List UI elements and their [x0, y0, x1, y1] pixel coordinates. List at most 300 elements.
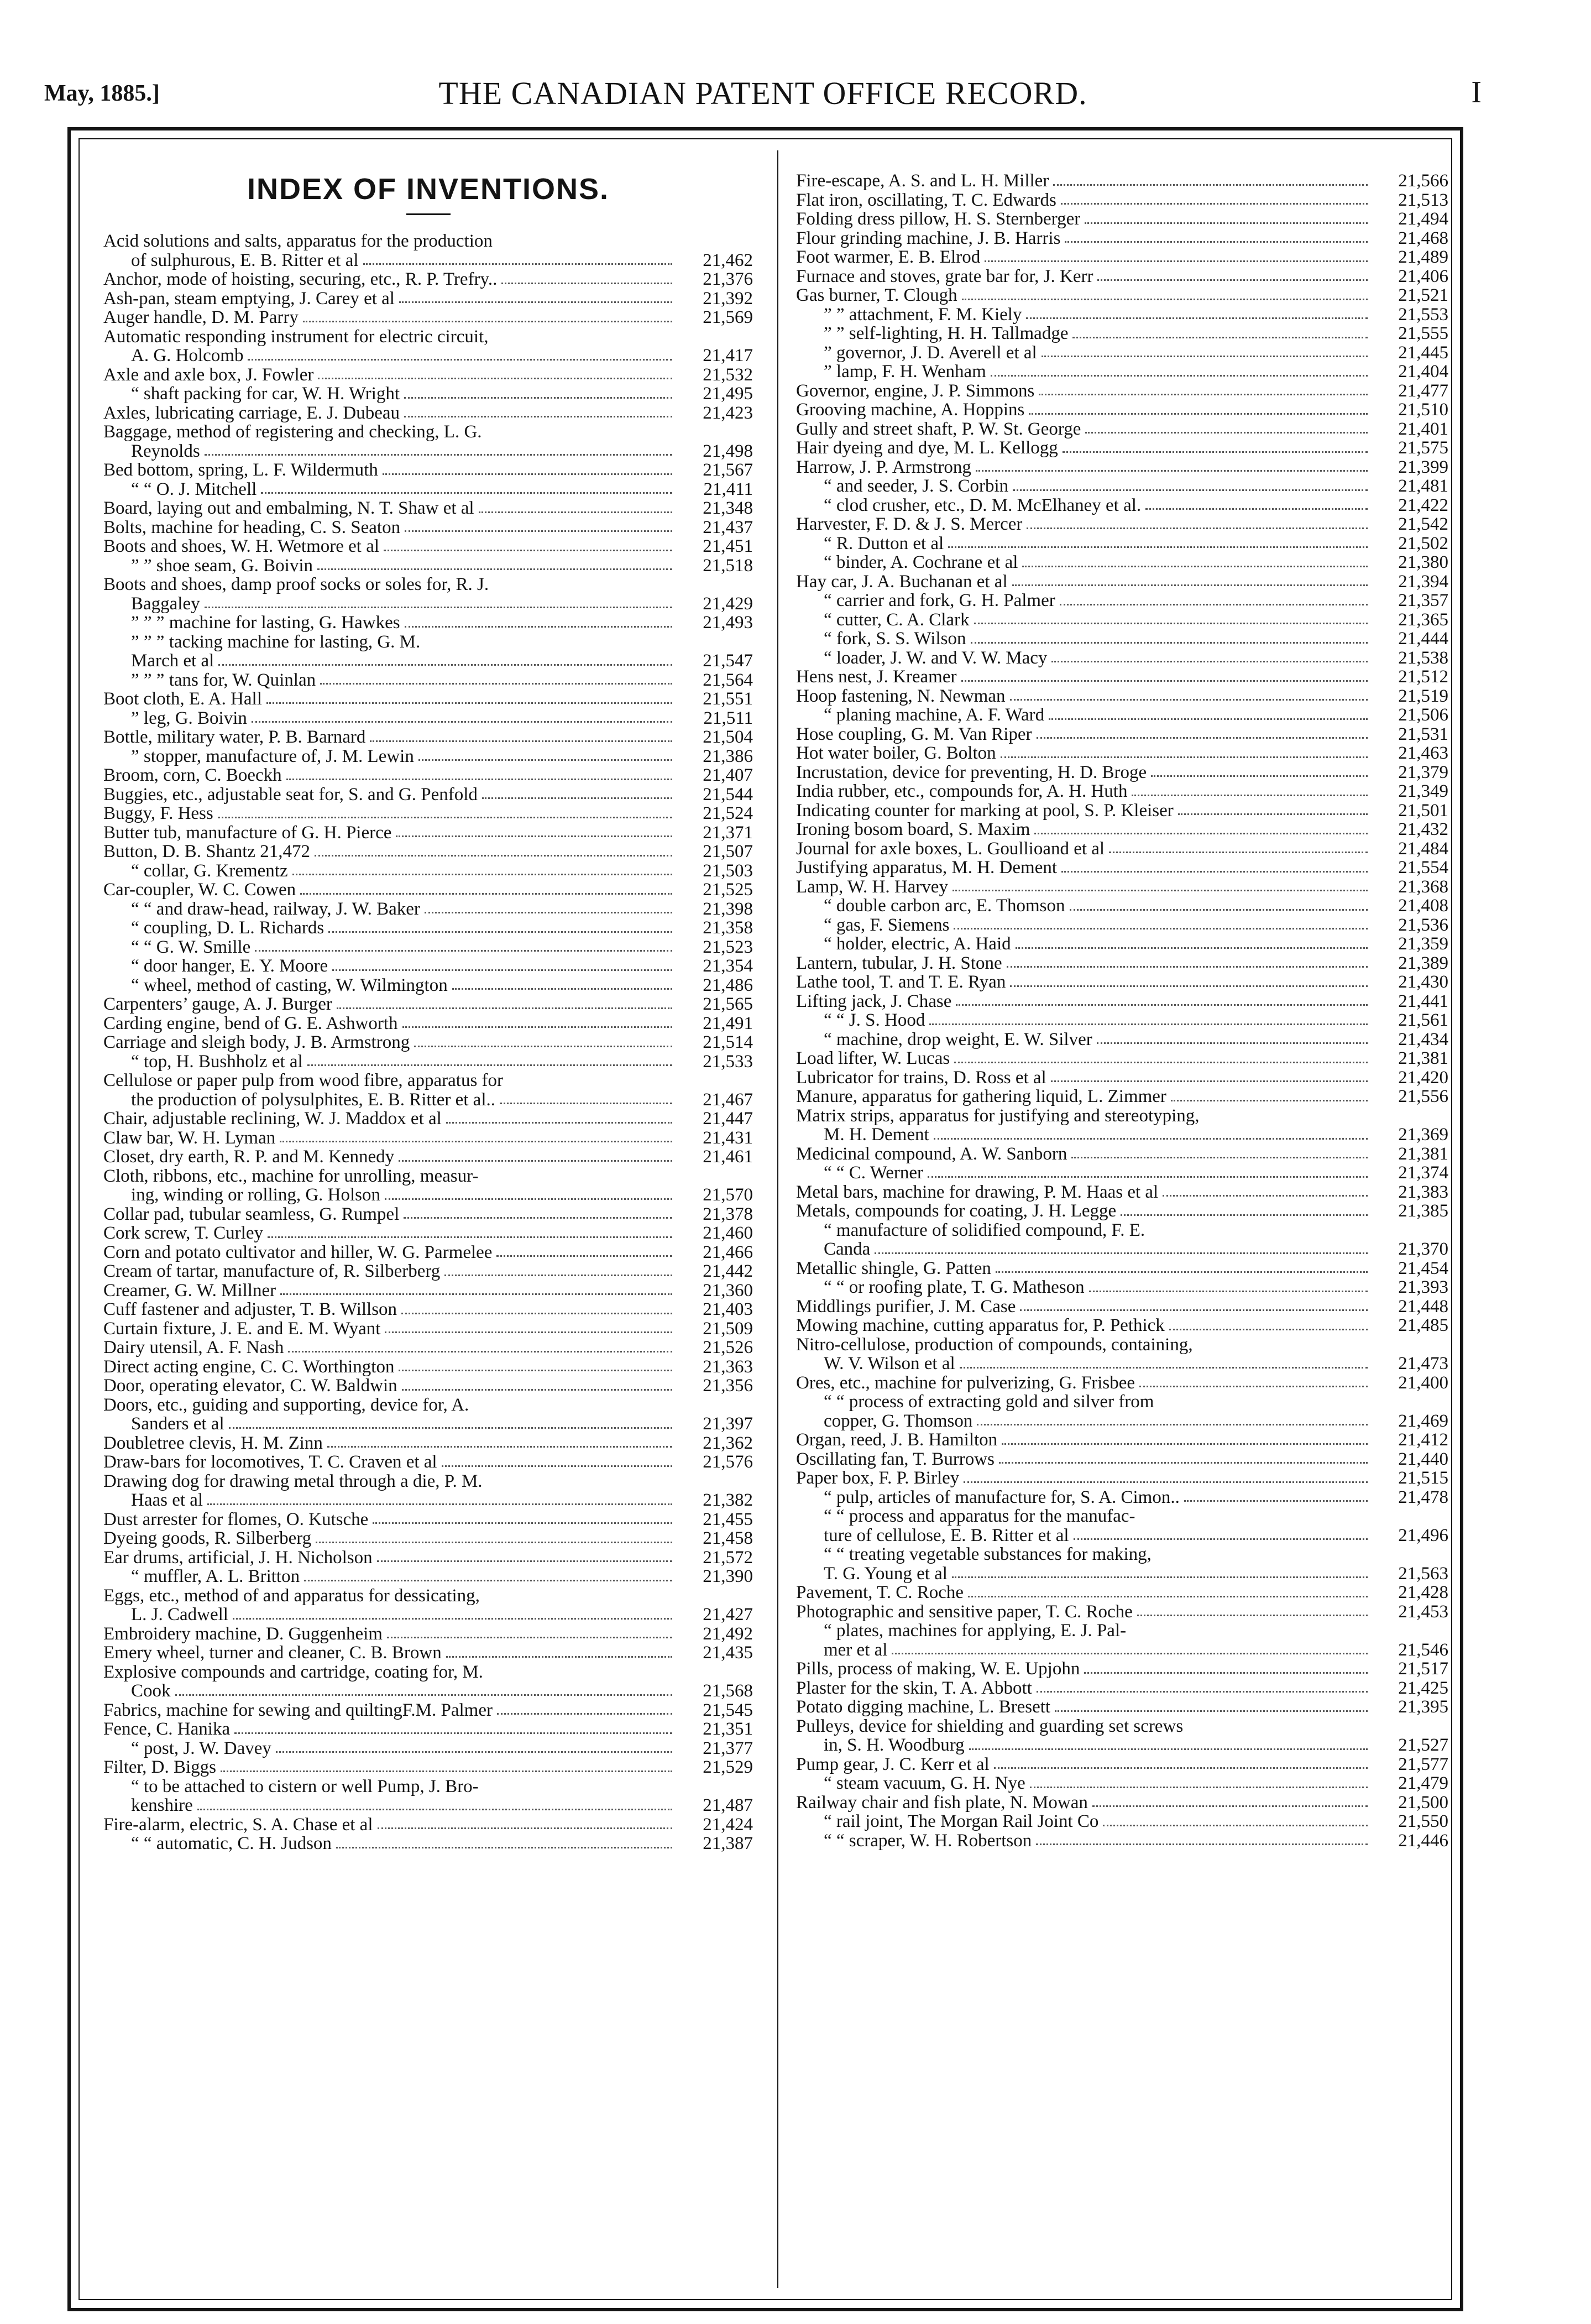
index-entry [796, 973, 1448, 992]
entry-text: “ “ process and apparatus for the manufac- [824, 1506, 1135, 1526]
entry-text-continued: Reynolds [131, 441, 200, 461]
leader-dots [197, 1809, 672, 1810]
index-entry [103, 976, 753, 995]
entry-text: Grooving machine, A. Hoppins [796, 400, 1025, 420]
patent-number: 21,538 [1398, 647, 1448, 668]
leader-dots [399, 1160, 672, 1162]
entry-text: “ “ O. J. Mitchell [131, 479, 257, 499]
index-entry [103, 1300, 753, 1319]
leader-dots [1007, 966, 1368, 968]
entry-text: Metals, compounds for coating, J. H. Legge [796, 1201, 1117, 1221]
patent-number: 21,481 [1398, 476, 1448, 496]
patent-number: 21,512 [1398, 667, 1448, 687]
leader-dots [1012, 584, 1368, 586]
index-entry [796, 1812, 1448, 1831]
patent-number: 21,493 [703, 613, 753, 633]
index-entry [796, 1488, 1448, 1507]
index-entry [103, 842, 753, 861]
entry-text-continued: ing, winding or rolling, G. Holson [131, 1185, 380, 1205]
patent-number: 21,441 [1398, 991, 1448, 1011]
index-entry [103, 1720, 753, 1739]
entry-text: “ steam vacuum, G. H. Nye [824, 1773, 1025, 1793]
leader-dots [1085, 432, 1368, 434]
index-entry [103, 384, 753, 404]
patent-number: 21,380 [1398, 552, 1448, 572]
entry-text: Corn and potato cultivator and hiller, W. G. Parmelee [103, 1242, 493, 1262]
patent-number: 21,408 [1398, 896, 1448, 916]
patent-number: 21,513 [1398, 190, 1448, 210]
entry-continuation [796, 1354, 1448, 1373]
index-entry [796, 400, 1448, 420]
entry-text: Flat iron, oscillating, T. C. Edwards [796, 190, 1056, 210]
patent-number: 21,576 [703, 1452, 753, 1472]
index-entry [103, 1758, 753, 1777]
index-entry [103, 1205, 753, 1224]
leader-dots [404, 397, 672, 399]
index-entry [796, 1068, 1448, 1088]
index-entry [103, 918, 753, 938]
entry-text: Lubricator for trains, D. Ross et al [796, 1067, 1046, 1088]
entry-text-continued: Canda [824, 1239, 871, 1259]
patent-number: 21,515 [1398, 1468, 1448, 1488]
entry-text: Flour grinding machine, J. B. Harris [796, 228, 1061, 248]
patent-number: 21,430 [1398, 972, 1448, 992]
patent-number: 21,358 [703, 918, 753, 938]
leader-dots [385, 1198, 672, 1200]
entry-text: Dust arrester for flomes, O. Kutsche [103, 1509, 369, 1529]
patent-number: 21,473 [1398, 1354, 1448, 1373]
patent-number: 21,461 [703, 1147, 753, 1167]
patent-number: 21,556 [1398, 1087, 1448, 1106]
index-entry [796, 629, 1448, 649]
index-entry [796, 1011, 1448, 1030]
leader-dots [1013, 489, 1368, 491]
leader-dots [317, 568, 672, 570]
entry-text: Auger handle, D. M. Parry [103, 307, 299, 327]
entry-text: Pump gear, J. C. Kerr et al [796, 1754, 990, 1774]
index-entry [796, 438, 1448, 458]
leader-dots [954, 928, 1368, 929]
index-title: INDEX OF INVENTIONS. [247, 173, 610, 206]
index-entry [796, 305, 1448, 325]
entry-text: Pulleys, device for shielding and guarding set screws [796, 1716, 1184, 1736]
index-entry [796, 267, 1448, 286]
leader-dots [405, 530, 672, 532]
patent-number: 21,370 [1398, 1239, 1448, 1259]
patent-number: 21,386 [703, 746, 753, 766]
patent-number: 21,378 [703, 1204, 753, 1224]
entry-text: “ “ or roofing plate, T. G. Matheson [824, 1277, 1085, 1297]
patent-number: 21,523 [703, 937, 753, 957]
index-entry [796, 324, 1448, 343]
entry-continuation [103, 1185, 753, 1205]
patent-number: 21,447 [703, 1109, 753, 1129]
entry-text: Emery wheel, turner and cleaner, C. B. Brown [103, 1643, 442, 1663]
leader-dots [1163, 1195, 1368, 1197]
entry-text: “ shaft packing for car, W. H. Wright [131, 384, 400, 404]
leader-dots [1132, 795, 1368, 796]
patent-number: 21,491 [703, 1013, 753, 1033]
entry-text: Lathe tool, T. and T. E. Ryan [796, 972, 1006, 992]
entry-text: Axle and axle box, J. Fowler [103, 364, 314, 385]
patent-number: 21,431 [703, 1127, 753, 1148]
entry-text: Folding dress pillow, H. S. Sternberger [796, 209, 1081, 229]
patent-number: 21,407 [703, 765, 753, 785]
entry-text: ” ” shoe seam, G. Boivin [131, 555, 313, 576]
entry-text: “ “ automatic, C. H. Judson [131, 1834, 332, 1853]
leader-dots [1151, 775, 1368, 777]
patent-number: 21,400 [1398, 1372, 1448, 1393]
patent-number: 21,511 [703, 708, 753, 728]
index-entry [103, 1014, 753, 1033]
leader-dots [452, 988, 672, 990]
leader-dots [385, 1331, 672, 1333]
entry-text-continued: Sanders et al [131, 1414, 224, 1434]
leader-dots [402, 1389, 672, 1391]
patent-number: 21,566 [1398, 171, 1448, 191]
index-entry [103, 1777, 753, 1815]
entry-text: ” lamp, F. H. Wenham [824, 362, 986, 382]
patent-number: 21,502 [1398, 533, 1448, 553]
entry-text: “ loader, J. W. and V. W. Macy [824, 647, 1048, 668]
entry-text: Harrow, J. P. Armstrong [796, 457, 971, 477]
index-entry [103, 1834, 753, 1853]
entry-text: Cloth, ribbons, etc., machine for unrolling, measur- [103, 1166, 479, 1186]
patent-number: 21,434 [1398, 1029, 1448, 1049]
entry-text: Boots and shoes, W. H. Wetmore et al [103, 536, 380, 556]
index-entry [796, 744, 1448, 763]
leader-dots [404, 1217, 672, 1219]
entry-text: Doors, etc., guiding and supporting, device for, A. [103, 1395, 469, 1415]
index-entry [796, 858, 1448, 878]
index-entry [796, 496, 1448, 515]
leader-dots [387, 1637, 672, 1638]
index-entry [796, 1259, 1448, 1278]
entry-text: Bottle, military water, P. B. Barnard [103, 727, 366, 747]
index-entry [796, 801, 1448, 821]
patent-number: 21,487 [703, 1795, 753, 1815]
entry-text: Buggies, etc., adjustable seat for, S. and G. Penfold [103, 784, 478, 805]
entry-text: “ fork, S. S. Wilson [824, 629, 966, 649]
leader-dots [1121, 1214, 1368, 1216]
patent-number: 21,498 [703, 441, 753, 461]
leader-dots [1061, 203, 1368, 205]
leader-dots [300, 893, 672, 895]
patent-number: 21,440 [1398, 1449, 1448, 1469]
patent-number: 21,469 [1398, 1411, 1448, 1431]
leader-dots [336, 1847, 672, 1848]
entry-text: Hose coupling, G. M. Van Riper [796, 724, 1032, 744]
index-entry [796, 954, 1448, 973]
index-entry [796, 343, 1448, 363]
patent-number: 21,383 [1398, 1182, 1448, 1202]
index-entry [796, 667, 1448, 687]
entry-text: Furnace and stoves, grate bar for, J. Kerr [796, 266, 1093, 286]
index-entry [796, 515, 1448, 534]
patent-number: 21,348 [703, 498, 753, 518]
index-entry [796, 1831, 1448, 1851]
patent-number: 21,377 [703, 1738, 753, 1758]
patent-number: 21,518 [703, 555, 753, 576]
leader-dots [964, 1481, 1368, 1483]
leader-dots [396, 835, 672, 837]
patent-number: 21,510 [1398, 400, 1448, 420]
patent-number: 21,546 [1398, 1639, 1448, 1660]
index-entry [796, 610, 1448, 630]
index-entry [796, 248, 1448, 267]
index-entry [103, 1129, 753, 1148]
entry-text: Broom, corn, C. Boeckh [103, 765, 282, 785]
entry-text-continued: Cook [131, 1681, 171, 1701]
patent-number: 21,506 [1398, 705, 1448, 725]
leader-dots [315, 855, 672, 857]
entry-text: Harvester, F. D. & J. S. Mercer [796, 514, 1023, 534]
leader-dots [1049, 718, 1368, 720]
index-entry [103, 1147, 753, 1167]
entry-continuation [103, 1605, 753, 1625]
leader-dots [1065, 241, 1368, 243]
leader-dots [1020, 1309, 1368, 1311]
index-entry [796, 1507, 1448, 1545]
index-entry [796, 458, 1448, 477]
index-entry [796, 1030, 1448, 1049]
entry-continuation [103, 442, 753, 461]
index-entry [103, 1567, 753, 1586]
entry-text: Hot water boiler, G. Bolton [796, 743, 996, 763]
index-entry [103, 1033, 753, 1052]
entry-text: ” ” self-lighting, H. H. Tallmadge [824, 323, 1069, 343]
patent-number: 21,533 [703, 1051, 753, 1072]
index-entry [103, 938, 753, 957]
leader-dots [952, 890, 1368, 891]
index-entry [103, 1548, 753, 1568]
index-entry [796, 1717, 1448, 1755]
right-entry-list [796, 171, 1448, 1850]
entry-text: “ “ scraper, W. H. Robertson [824, 1830, 1032, 1851]
index-entry [103, 1338, 753, 1357]
entry-text: Claw bar, W. H. Lyman [103, 1127, 276, 1148]
entry-text: Manure, apparatus for gathering liquid, L. Zimmer [796, 1087, 1166, 1106]
leader-dots [248, 359, 672, 361]
index-entry [796, 1373, 1448, 1393]
right-column [796, 171, 1448, 1850]
patent-number: 21,420 [1398, 1067, 1448, 1088]
patent-number: 21,463 [1398, 743, 1448, 763]
patent-number: 21,379 [1398, 762, 1448, 782]
leader-dots [961, 680, 1368, 682]
entry-text: Ores, etc., machine for pulverizing, G. Frisbee [796, 1372, 1135, 1393]
patent-number: 21,527 [1398, 1735, 1448, 1755]
entry-text-continued: L. J. Cadwell [131, 1605, 228, 1625]
index-entry [796, 1545, 1448, 1583]
entry-text: “ rail joint, The Morgan Rail Joint Co [824, 1811, 1099, 1831]
entry-text: ” ” ” machine for lasting, G. Hawkes [131, 613, 400, 633]
leader-dots [1016, 947, 1368, 949]
index-entry [103, 499, 753, 518]
left-entry-list [103, 232, 753, 1853]
entry-text: “ wheel, method of casting, W. Wilmington [131, 975, 448, 995]
leader-dots [370, 740, 672, 742]
entry-text: “ collar, G. Krementz [131, 860, 288, 881]
entry-text: Incrustation, device for preventing, H. D. Broge [796, 762, 1147, 782]
patent-number: 21,486 [703, 975, 753, 995]
leader-dots [479, 511, 672, 513]
patent-number: 21,500 [1398, 1792, 1448, 1813]
index-entry [796, 210, 1448, 229]
entry-text: Potato digging machine, L. Bresett [796, 1697, 1051, 1717]
leader-dots [1034, 833, 1368, 834]
entry-text: Railway chair and fish plate, N. Mowan [796, 1792, 1088, 1813]
index-entry [103, 1434, 753, 1453]
entry-text: Medicinal compound, A. W. Sanborn [796, 1143, 1067, 1164]
patent-number: 21,376 [703, 269, 753, 289]
entry-text: Matrix strips, apparatus for justifying and stereotyping, [796, 1105, 1200, 1126]
patent-number: 21,451 [703, 536, 753, 556]
patent-number: 21,567 [703, 460, 753, 480]
index-entry [103, 461, 753, 480]
leader-dots [384, 550, 672, 551]
leader-dots [969, 1748, 1368, 1750]
patent-number: 21,501 [1398, 800, 1448, 821]
entry-text: ” ” attachment, F. M. Kiely [824, 304, 1022, 325]
entry-text: Pills, process of making, W. E. Upjohn [796, 1659, 1080, 1679]
index-entry [103, 232, 753, 270]
index-entry [103, 804, 753, 823]
entry-text: Buggy, F. Hess [103, 803, 213, 823]
leader-dots [994, 1767, 1368, 1769]
patent-number: 21,564 [703, 670, 753, 690]
entry-text: Cellulose or paper pulp from wood fibre, apparatus for [103, 1070, 504, 1090]
index-entry [103, 1243, 753, 1262]
index-entry [103, 270, 753, 289]
patent-number: 21,496 [1398, 1525, 1448, 1545]
patent-number: 21,544 [703, 784, 753, 805]
index-entry [796, 896, 1448, 916]
entry-text: Nitro-cellulose, production of compounds, containing, [796, 1334, 1193, 1355]
index-entry [103, 766, 753, 785]
index-entry [796, 1202, 1448, 1221]
index-entry [796, 1755, 1448, 1774]
entry-text: India rubber, etc., compounds for, A. H. Huth [796, 781, 1128, 801]
entry-text: “ door hanger, E. Y. Moore [131, 956, 328, 976]
index-entry [103, 861, 753, 881]
entry-text: Board, laying out and embalming, N. T. Shaw et al [103, 498, 474, 518]
entry-text: “ “ J. S. Hood [824, 1010, 925, 1030]
leader-dots [218, 664, 672, 666]
patent-number: 21,442 [703, 1261, 753, 1281]
index-entry [103, 404, 753, 423]
leader-dots [1071, 1157, 1368, 1158]
entry-text: Ear drums, artificial, J. H. Nicholson [103, 1547, 373, 1568]
entry-continuation [103, 1414, 753, 1434]
index-entry [103, 690, 753, 709]
index-entry [796, 1659, 1448, 1679]
leader-dots [205, 607, 672, 608]
entry-text-continued: of sulphurous, E. B. Ritter et al [131, 250, 359, 270]
index-frame-inner [78, 138, 1452, 2300]
leader-dots [952, 1576, 1368, 1578]
leader-dots [500, 1103, 672, 1104]
entry-text: Draw-bars for locomotives, T. C. Craven et al [103, 1452, 437, 1472]
leader-dots [948, 546, 1368, 548]
index-entry [796, 820, 1448, 839]
patent-number: 21,542 [1398, 514, 1448, 534]
leader-dots [399, 1370, 672, 1371]
leader-dots [962, 299, 1368, 300]
index-entry [796, 763, 1448, 782]
patent-number: 21,425 [1398, 1678, 1448, 1698]
page-header [44, 75, 1482, 119]
leader-dots [328, 931, 672, 933]
index-entry [796, 553, 1448, 572]
index-entry [103, 1167, 753, 1205]
entry-text: Paper box, F. P. Birley [796, 1468, 960, 1488]
patent-number: 21,521 [1398, 285, 1448, 305]
leader-dots [929, 1023, 1368, 1025]
entry-text: Ironing bosom board, S. Maxim [796, 819, 1030, 839]
entry-continuation [103, 1681, 753, 1701]
leader-dots [977, 1424, 1368, 1425]
index-entry [103, 1376, 753, 1396]
leader-dots [1001, 756, 1368, 758]
leader-dots [280, 1141, 672, 1142]
leader-dots [378, 1827, 673, 1829]
entry-text: Eggs, etc., method of and apparatus for dessicating, [103, 1585, 480, 1606]
entry-continuation [103, 251, 753, 270]
index-entry [103, 709, 753, 728]
index-entry [796, 706, 1448, 725]
patent-number: 21,392 [703, 288, 753, 309]
leader-dots [444, 1275, 672, 1276]
index-entry [103, 1643, 753, 1663]
entry-text: Embroidery machine, D. Guggenheim [103, 1623, 383, 1644]
leader-dots [1042, 356, 1368, 357]
entry-text: Mowing machine, cutting apparatus for, P. Pethick [796, 1315, 1165, 1335]
patent-number: 21,489 [1398, 247, 1448, 267]
leader-dots [268, 1236, 672, 1238]
entry-text: Ash-pan, steam emptying, J. Carey et al [103, 288, 395, 309]
leader-dots [956, 1004, 1368, 1006]
entry-text: “ double carbon arc, E. Thomson [824, 896, 1065, 916]
patent-number: 21,478 [1398, 1487, 1448, 1507]
patent-number: 21,555 [1398, 323, 1448, 343]
patent-number: 21,369 [1398, 1125, 1448, 1145]
patent-number: 21,362 [703, 1433, 753, 1453]
patent-number: 21,536 [1398, 915, 1448, 935]
entry-text: “ “ C. Werner [824, 1163, 923, 1183]
index-entry [103, 900, 753, 919]
leader-dots [1085, 222, 1368, 224]
index-entry [796, 1392, 1448, 1430]
entry-text: “ “ treating vegetable substances for making, [824, 1544, 1152, 1564]
index-entry [796, 1679, 1448, 1698]
entry-continuation [796, 1641, 1448, 1660]
patent-number: 21,432 [1398, 819, 1448, 839]
patent-number: 21,389 [1398, 953, 1448, 973]
patent-number: 21,427 [703, 1605, 753, 1625]
leader-dots [425, 912, 672, 913]
entry-text: “ machine, drop weight, E. W. Silver [824, 1029, 1092, 1049]
patent-number: 21,517 [1398, 1659, 1448, 1679]
index-entry [796, 591, 1448, 610]
index-entry [796, 1278, 1448, 1297]
index-entry [103, 1262, 753, 1281]
index-entry [796, 1087, 1448, 1106]
index-entry [796, 171, 1448, 191]
entry-continuation [796, 1526, 1448, 1545]
entry-text: Hoop fastening, N. Newman [796, 686, 1006, 706]
entry-text: “ clod crusher, etc., D. M. McElhaney et al. [824, 495, 1142, 515]
